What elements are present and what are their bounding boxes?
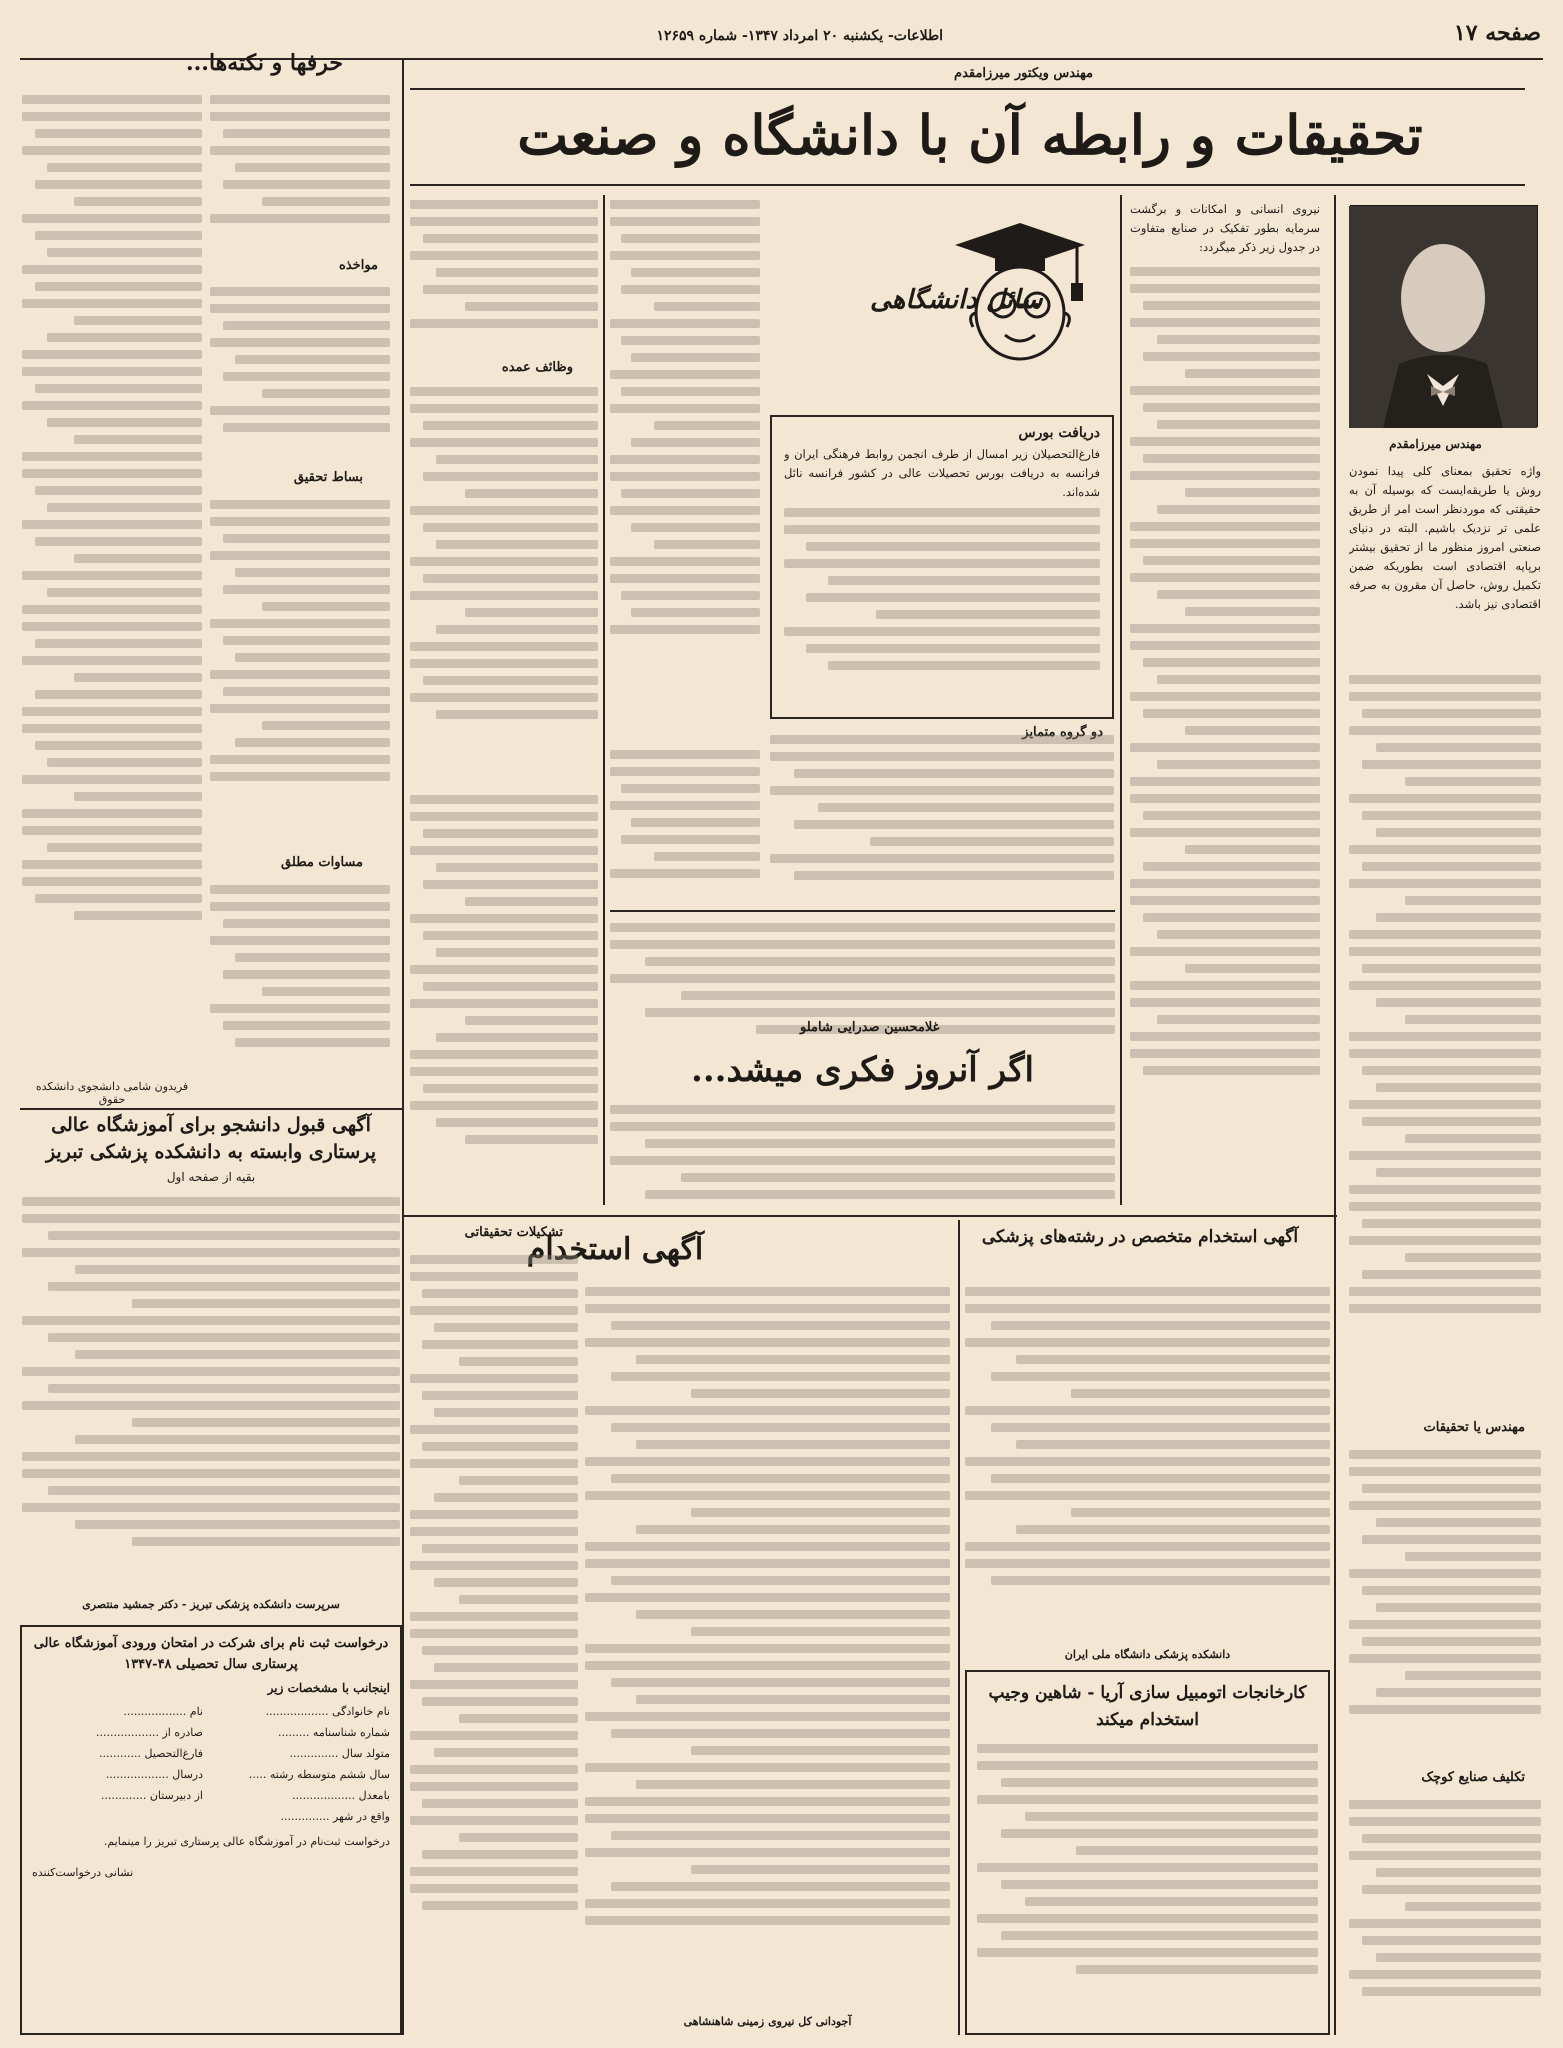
tabriz-ad-text	[22, 1192, 400, 1592]
middle-text-col-b	[410, 195, 598, 355]
subhead-small-industries: تکلیف صنایع کوچک	[1421, 1770, 1525, 1785]
article-top-rule	[610, 910, 1115, 912]
medical-ad-sign: دانشکده پزشکی دانشگاه ملی ایران	[1064, 1648, 1231, 1661]
form-field-issued-at: صادره از ..................	[96, 1726, 203, 1739]
form-intro: اینجانب با مشخصات زیر	[267, 1681, 390, 1695]
ads-top-rule	[402, 1215, 1337, 1217]
bourse-box-list	[784, 508, 1100, 708]
employment-ad-sign: آجودانی کل نیروی زمینی شاهنشاهی	[683, 2015, 852, 2028]
medical-ad-text	[965, 1282, 1330, 1642]
tabriz-ad-sign: سرپرست دانشکده پزشکی تبریز - دکتر جمشید منتصری	[82, 1598, 340, 1611]
author-photo	[1350, 205, 1538, 427]
article-byline: غلامحسین صدرایی شاملو	[800, 1020, 940, 1035]
col-divider-3	[603, 195, 605, 1205]
article-title: اگر آنروز فکری میشد...	[691, 1050, 1034, 1090]
ads-divider	[958, 1220, 960, 2035]
form-field-field: سال ششم متوسطه رشته .....	[248, 1768, 390, 1781]
middle-text-col-d	[610, 745, 760, 905]
form-field-high-school: از دبیرستان .............	[100, 1789, 203, 1802]
form-field-surname: نام خانوادگی ..................	[265, 1705, 390, 1718]
main-text-col1-c	[1349, 1795, 1541, 2030]
middle-text-col-c	[410, 382, 598, 782]
main-lead-col1: واژه تحقیق بمعنای کلی پیدا نمودن روش یا طریقه‌ایست که بوسیله آن به حقیقتی که موردنظر است امر از طریق علمی تر نزدیک باشیم. البته در دنیای صنعتی امروز منظور ما از تحقیق بیشتر برپایه اقتصادی است بطوریکه ضمن تکمیل روش، حاصل آن مقرون به صرفه اقتصادی نیز باشد.	[1349, 464, 1541, 611]
employment-ad-text	[585, 1282, 950, 2012]
middle-text-col-e	[770, 730, 1114, 905]
main-headline-top-rule	[410, 88, 1525, 90]
tabriz-ad-title: آگهی قبول دانشجو برای آموزشگاه عالی پرستاری وابسته به دانشکده پزشکی تبریز	[45, 1114, 377, 1163]
car-ad-box	[965, 1670, 1330, 2035]
research-org-text	[410, 1250, 578, 2020]
middle-text-col-f	[410, 790, 598, 1210]
car-ad-title: کارخانجات اتومبیل سازی آریا - شاهین وجیپ استخدام میکند	[988, 1683, 1307, 1730]
subhead-two-groups: دو گروه متمایز	[1022, 725, 1103, 740]
form-field-name: نام ..................	[123, 1705, 203, 1718]
main-text-col2	[1130, 262, 1320, 1202]
photo-caption: مهندس میرزامقدم	[1389, 437, 1482, 451]
main-lead-col2: نیروی انسانی و امکانات و برگشت سرمایه بطور تفکیک در صنایع متفاوت در جدول زیر ذکر میگردد:	[1130, 202, 1320, 254]
tabriz-ad-subtitle: بقیه از صفحه اول	[166, 1170, 256, 1184]
feature-text-col-c	[210, 282, 390, 462]
main-text-col1-b	[1349, 1445, 1541, 1765]
feature-text-col-b	[210, 90, 390, 250]
form-request: درخواست ثبت‌نام در آموزشگاه عالی پرستاری تبریز را مینمایم.	[103, 1835, 390, 1848]
bourse-box	[770, 415, 1114, 719]
main-text-col1-a	[1349, 670, 1541, 1410]
registration-form	[20, 1625, 402, 2035]
form-field-id-number: شماره شناسنامه .........	[277, 1726, 390, 1739]
feature-signature: فریدون شامی دانشجوی دانشکده حقوق	[35, 1080, 189, 1106]
feature-text-col-d	[210, 495, 390, 845]
car-ad-text	[977, 1744, 1318, 2014]
dateline: اطلاعات- یکشنبه ۲۰ امرداد ۱۳۴۷- شماره ۱۲۶۵۹	[656, 28, 943, 44]
col-divider-1	[1334, 195, 1336, 2035]
medical-ad-title: آگهی استخدام متخصص در رشته‌های پزشکی	[981, 1227, 1299, 1247]
col-divider-2	[1120, 195, 1122, 1205]
main-headline-bottom-rule	[410, 184, 1525, 186]
feature-text-col-e	[210, 880, 390, 1095]
cartoon-caption: سائل دانشگاهی	[870, 285, 1043, 315]
page-number: صفحه ۱۷	[1453, 20, 1541, 46]
form-field-average: بامعدل ..................	[292, 1789, 390, 1802]
feature-subhead-reproach: مواخذه	[339, 258, 378, 273]
feature-divider	[402, 60, 404, 2035]
main-headline: تحقیقات و رابطه آن با دانشگاه و صنعت	[517, 103, 1423, 167]
form-footer: نشانی درخواست‌کننده	[32, 1866, 134, 1879]
employment-ad-title: آگهی استخدام	[526, 1232, 704, 1267]
subhead-main-duties: وظائف عمده	[501, 360, 573, 375]
form-title: درخواست ثبت نام برای شرکت در امتحان ورودی آموزشگاه عالی پرستاری سال تحصیلی ۴۸-۱۳۴۷	[33, 1636, 389, 1672]
form-field-year: درسال ..................	[105, 1768, 203, 1781]
feature-text-col-a	[22, 90, 202, 1100]
feature-subhead-equality: مساوات مطلق	[281, 855, 363, 870]
middle-text-col-a	[610, 195, 760, 700]
subhead-research-organizations: تشکیلات تحقیقاتی	[464, 1225, 563, 1240]
bourse-box-text: فارغ‌التحصیلان زیر امسال از طرف انجمن روابط فرهنگی ایران و فرانسه به دریافت بورس تحصیلات عالی در کشور فرانسه نائل شده‌اند.	[784, 447, 1100, 499]
feature-title: حرفها و نکته‌ها...	[185, 50, 343, 76]
form-field-graduate: فارغ‌التحصیل ............	[99, 1747, 203, 1760]
tabriz-ad-top-rule	[20, 1108, 402, 1110]
article-text-top	[610, 918, 1115, 1058]
form-field-city: واقع در شهر ..............	[280, 1810, 390, 1823]
bourse-box-title: دریافت بورس	[1018, 425, 1100, 441]
main-byline: مهندس ویکتور میرزامقدم	[954, 66, 1093, 81]
subhead-engineer-or-research: مهندس یا تحقیقات	[1423, 1420, 1525, 1435]
feature-subhead-research: بساط تحقیق	[293, 470, 363, 485]
form-field-birth-year: متولد سال ..............	[289, 1747, 390, 1760]
article-text-bottom	[610, 1100, 1115, 1215]
